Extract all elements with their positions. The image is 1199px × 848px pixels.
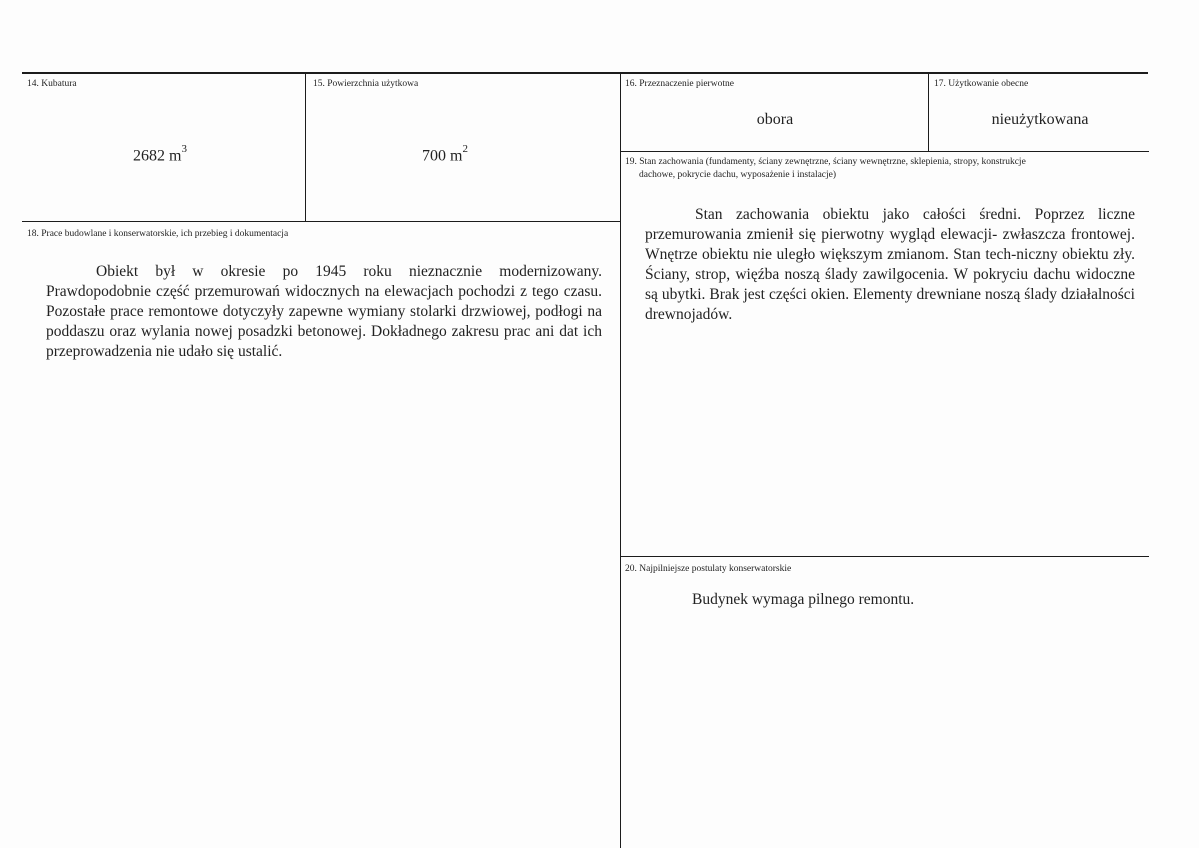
powierzchnia-exponent: 2 (462, 143, 468, 155)
field-16-label: 16. Przeznaczenie pierwotne (625, 79, 734, 89)
rule-above-20 (620, 556, 1149, 557)
field-20-label: 20. Najpilniejsze postulaty konserwatorskie (625, 564, 792, 574)
field-17-value: nieużytkowana (991, 111, 1089, 128)
rule-above-18 (22, 221, 620, 222)
field-14-label: 14. Kubatura (27, 79, 77, 89)
powierzchnia-value: 700 m (422, 147, 463, 165)
field-19-label-line2: dachowe, pokrycie dachu, wyposażenie i instalacje) (639, 170, 837, 180)
field-15-value (390, 145, 500, 165)
field-19-label-line1: 19. Stan zachowania (fundamenty, ściany zewnętrzne, ściany wewnętrzne, sklepienia, stropy, konstrukcje (625, 157, 1026, 167)
top-rule (22, 72, 1148, 74)
divider-14-15 (305, 74, 306, 222)
rule-above-19 (620, 151, 1149, 152)
field-17-label: 17. Użytkowanie obecne (934, 79, 1029, 89)
kubatura-value: 2682 m (133, 147, 182, 165)
field-18-label: 18. Prace budowlane i konserwatorskie, ich przebieg i dokumentacja (27, 229, 289, 239)
field-18-text: Obiekt był w okresie po 1945 roku nieznacznie modernizowany. Prawdopodobnie część przemurowań widocznych na elewacjach pochodzi z tego czasu. Pozostałe prace remontowe dotyczyły zapewne wymiany stolarki drzwiowej, podłogi na poddaszu oraz wylania nowej posadzki betonowej. Dokładnego zakresu prac ani dat ich przeprowadzenia nie udało się ustalić. (46, 263, 602, 360)
field-15-label: 15. Powierzchnia użytkowa (313, 79, 419, 89)
kubatura-exponent: 3 (181, 143, 187, 155)
field-16-value: obora (756, 111, 794, 128)
field-20-text: Budynek wymaga pilnego remontu. (692, 591, 915, 608)
divider-16-17 (928, 74, 929, 152)
field-19-text: Stan zachowania obiektu jako całości średni. Poprzez liczne przemurowania zmienił się pierwotny wygląd elewacji- zwłaszcza frontowej. Wnętrze obiektu nie uległo większym zmianom. Stan tech-niczny obiektu zły. Ściany, strop, więźba noszą ślady zawilgocenia. W pokryciu dachu widoczne są ubytki. Brak jest części okien. Elementy drewniane noszą ślady działalności drewnojadów. (645, 206, 1135, 323)
field-14-value (100, 145, 220, 165)
center-divider (620, 74, 621, 848)
